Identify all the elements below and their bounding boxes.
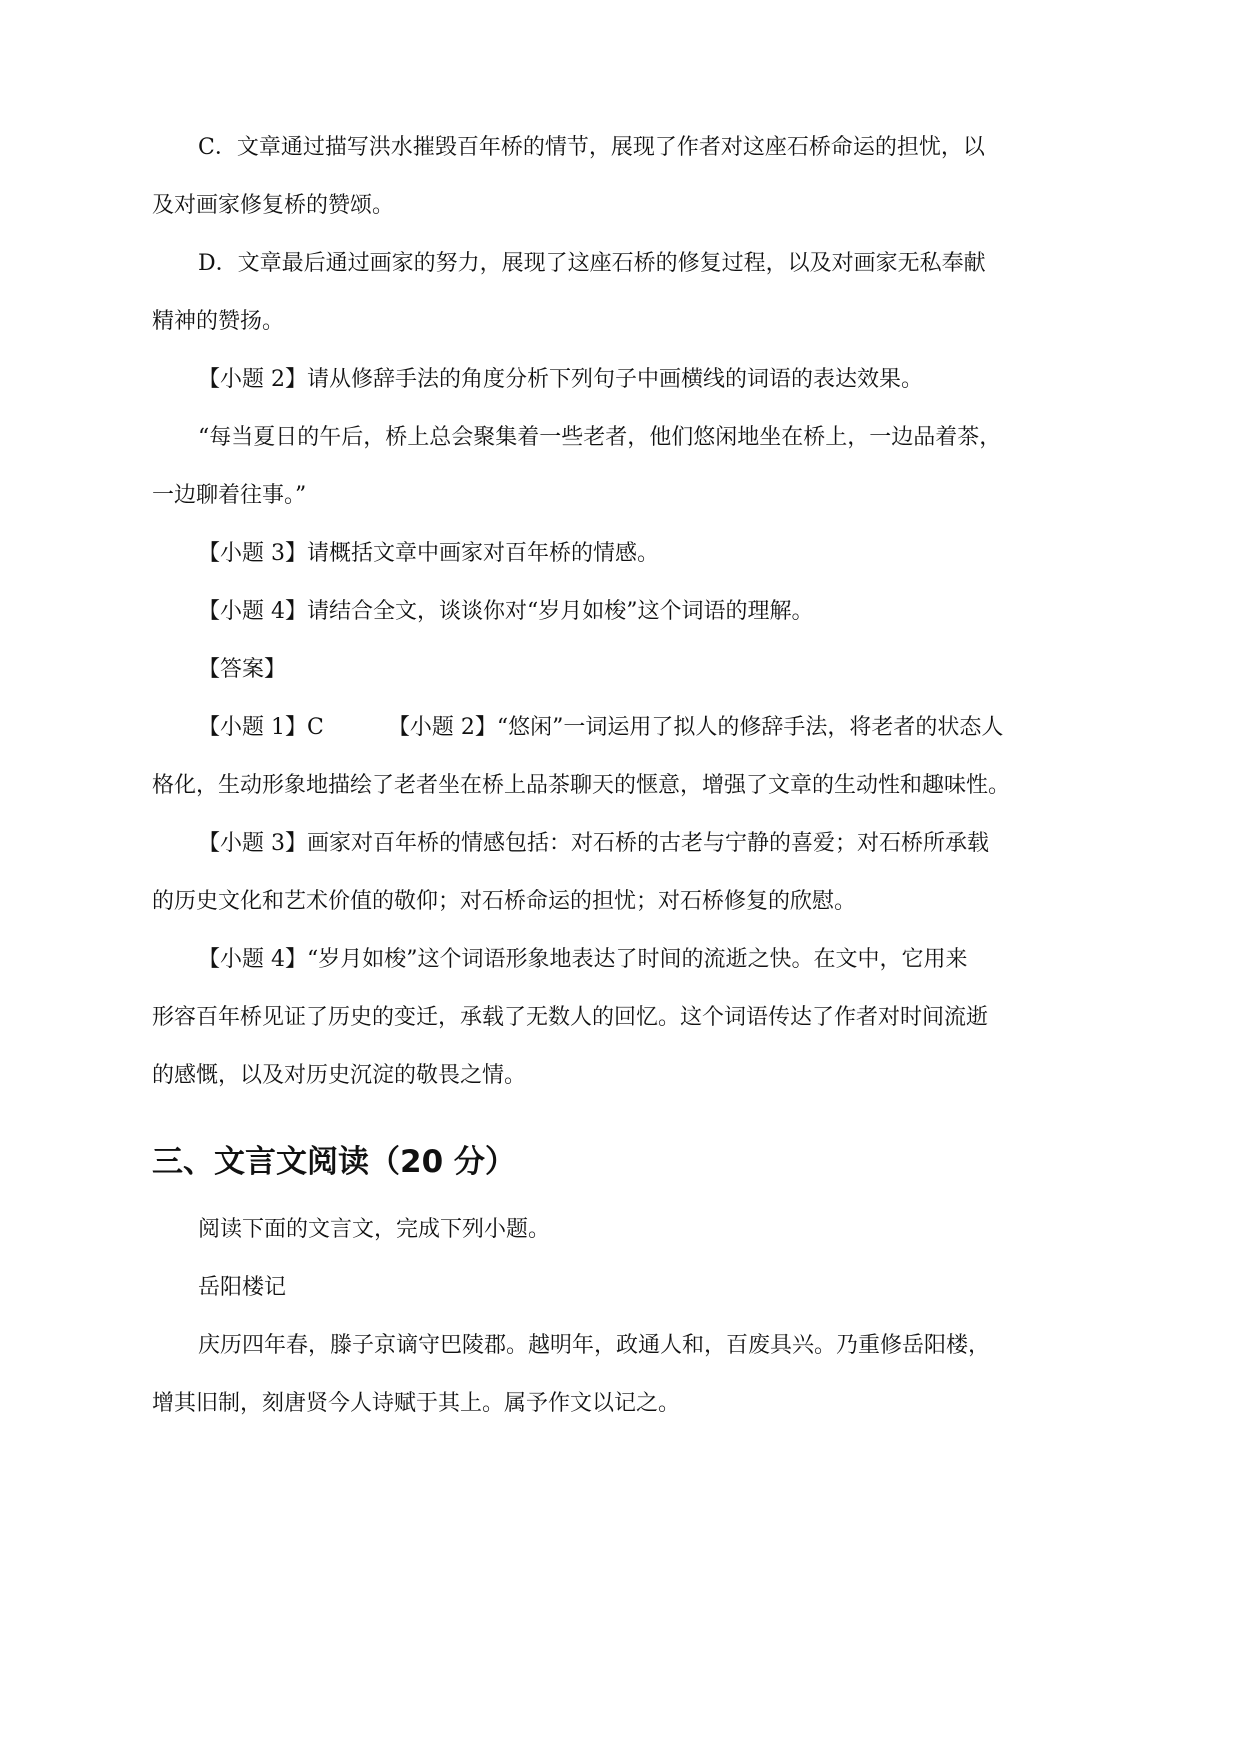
passage-line-1: 庆历四年春，滕子京谪守巴陵郡。越明年，政通人和，百废具兴。乃重修岳阳楼， — [198, 1333, 991, 1358]
quote-line-1: “每当夏日的午后，桥上总会聚集着一些老者，他们悠闲地坐在桥上，一边品着茶， — [198, 425, 1002, 450]
option-c-line-2: 及对画家修复桥的赞颂。 — [152, 193, 395, 218]
quote-line-2: 一边聊着往事。” — [152, 483, 307, 508]
option-d-line-2: 精神的赞扬。 — [152, 309, 285, 334]
answer-1: 【小题 1】C — [198, 715, 324, 740]
answer-4-line-2: 形容百年桥见证了历史的变迁，承载了无数人的回忆。这个词语传达了作者对时间流逝 — [152, 1005, 989, 1030]
answer-2-line-1: 【小题 2】“悠闲”一词运用了拟人的修辞手法，将老者的状态人 — [387, 715, 1004, 740]
answer-1-2-line-1 — [198, 712, 1138, 744]
question-3: 【小题 3】请概括文章中画家对百年桥的情感。 — [198, 541, 659, 566]
passage-title: 岳阳楼记 — [198, 1275, 287, 1300]
instruction: 阅读下面的文言文，完成下列小题。 — [198, 1217, 551, 1242]
answer-2-line-2: 格化，生动形象地描绘了老者坐在桥上品茶聊天的惬意，增强了文章的生动性和趣味性。 — [152, 773, 1011, 798]
answer-4-line-1: 【小题 4】“岁月如梭”这个词语形象地表达了时间的流逝之快。在文中，它用来 — [198, 947, 968, 972]
option-d-line-1: D．文章最后通过画家的努力，展现了这座石桥的修复过程，以及对画家无私奉献 — [198, 251, 986, 276]
section-heading: 三、文言文阅读（20 分） — [152, 1144, 516, 1180]
passage-line-2: 增其旧制，刻唐贤今人诗赋于其上。属予作文以记之。 — [152, 1391, 681, 1416]
question-4: 【小题 4】请结合全文，谈谈你对“岁月如梭”这个词语的理解。 — [198, 599, 814, 624]
question-2: 【小题 2】请从修辞手法的角度分析下列句子中画横线的词语的表达效果。 — [198, 367, 923, 392]
option-c-line-1: C．文章通过描写洪水摧毁百年桥的情节，展现了作者对这座石桥命运的担忧，以 — [198, 135, 985, 160]
answer-3-line-2: 的历史文化和艺术价值的敬仰；对石桥命运的担忧；对石桥修复的欣慰。 — [152, 889, 857, 914]
answer-3-line-1: 【小题 3】画家对百年桥的情感包括：对石桥的古老与宁静的喜爱；对石桥所承载 — [198, 831, 989, 856]
answer-label: 【答案】 — [198, 657, 287, 682]
answer-4-line-3: 的感慨，以及对历史沉淀的敬畏之情。 — [152, 1063, 527, 1088]
